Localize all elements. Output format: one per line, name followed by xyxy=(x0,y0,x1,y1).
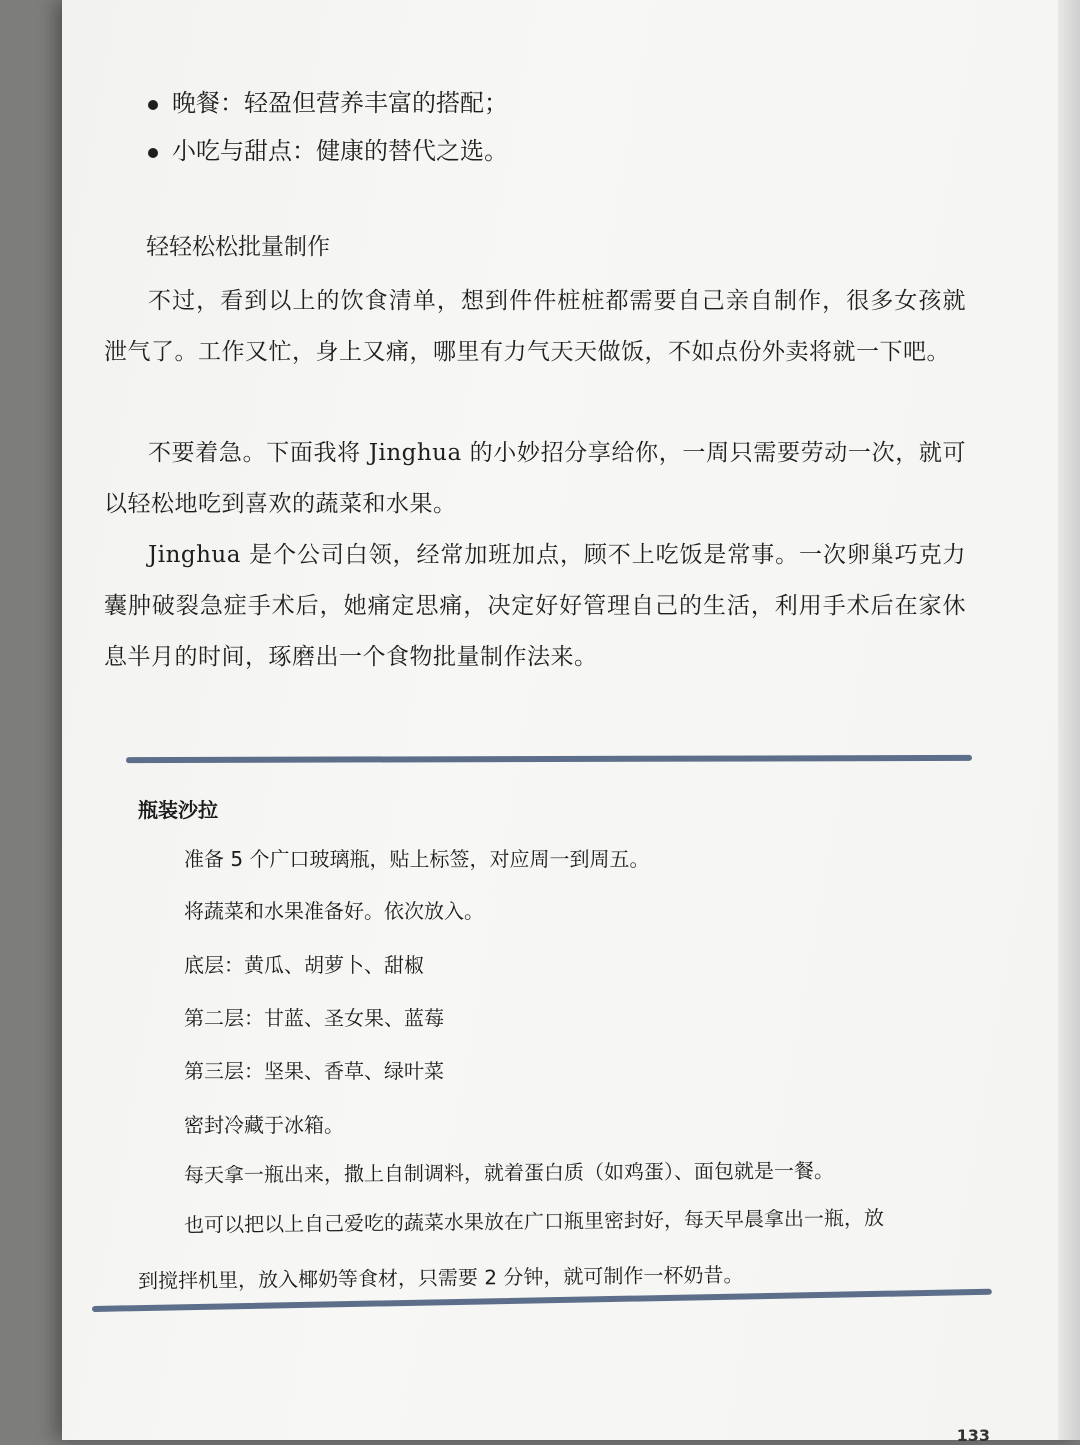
box-title: 瓶装沙拉 xyxy=(138,798,218,822)
bullet-text: 晚餐：轻盈但营养丰富的搭配； xyxy=(172,89,508,117)
bullet-dot-icon xyxy=(148,148,158,158)
paragraph: 不要着急。下面我将 Jinghua 的小妙招分享给你，一周只需要劳动一次，就可以轻松地吃到喜欢的蔬菜和水果。 xyxy=(104,440,966,517)
box-line: 第二层：甘蓝、圣女果、蓝莓 xyxy=(184,1006,444,1030)
box-line: 第三层：坚果、香草、绿叶菜 xyxy=(184,1059,444,1083)
paragraph: 不过，看到以上的饮食清单，想到件件桩桩都需要自己亲自制作，很多女孩就泄气了。工作又忙，身上又痛，哪里有力气天天做饭，不如点份外卖将就一下吧。 xyxy=(104,288,966,365)
bullet-dot-icon xyxy=(148,100,158,110)
box-line: 每天拿一瓶出来，撒上自制调料，就着蛋白质（如鸡蛋）、面包就是一餐。 xyxy=(183,1158,835,1187)
bullet-item xyxy=(148,134,508,168)
paragraph: Jinghua 是个公司白领，经常加班加点，顾不上吃饭是常事。一次卵巢巧克力囊肿破裂急症手术后，她痛定思痛，决定好好管理自己的生活，利用手术后在家休息半月的时间，琢磨出一个食物批量制作法来。 xyxy=(104,542,966,670)
box-line: 密封冷藏于冰箱。 xyxy=(184,1113,344,1137)
box-line: 到搅拌机里，放入椰奶等食材，只需要 2 分钟，就可制作一杯奶昔。 xyxy=(137,1262,744,1293)
page-edge xyxy=(1058,0,1080,1440)
box-line: 底层：黄瓜、胡萝卜、甜椒 xyxy=(184,953,424,977)
box-line: 准备 5 个广口玻璃瓶，贴上标签，对应周一到周五。 xyxy=(184,847,650,871)
page-number: 133 xyxy=(956,1426,990,1445)
box-line: 将蔬菜和水果准备好。依次放入。 xyxy=(184,899,484,923)
section-heading: 轻轻松松批量制作 xyxy=(146,234,330,260)
bullet-item xyxy=(148,86,508,120)
bullet-text: 小吃与甜点：健康的替代之选。 xyxy=(172,137,508,165)
box-line: 也可以把以上自己爱吃的蔬菜水果放在广口瓶里密封好，每天早晨拿出一瓶，放 xyxy=(183,1205,885,1237)
